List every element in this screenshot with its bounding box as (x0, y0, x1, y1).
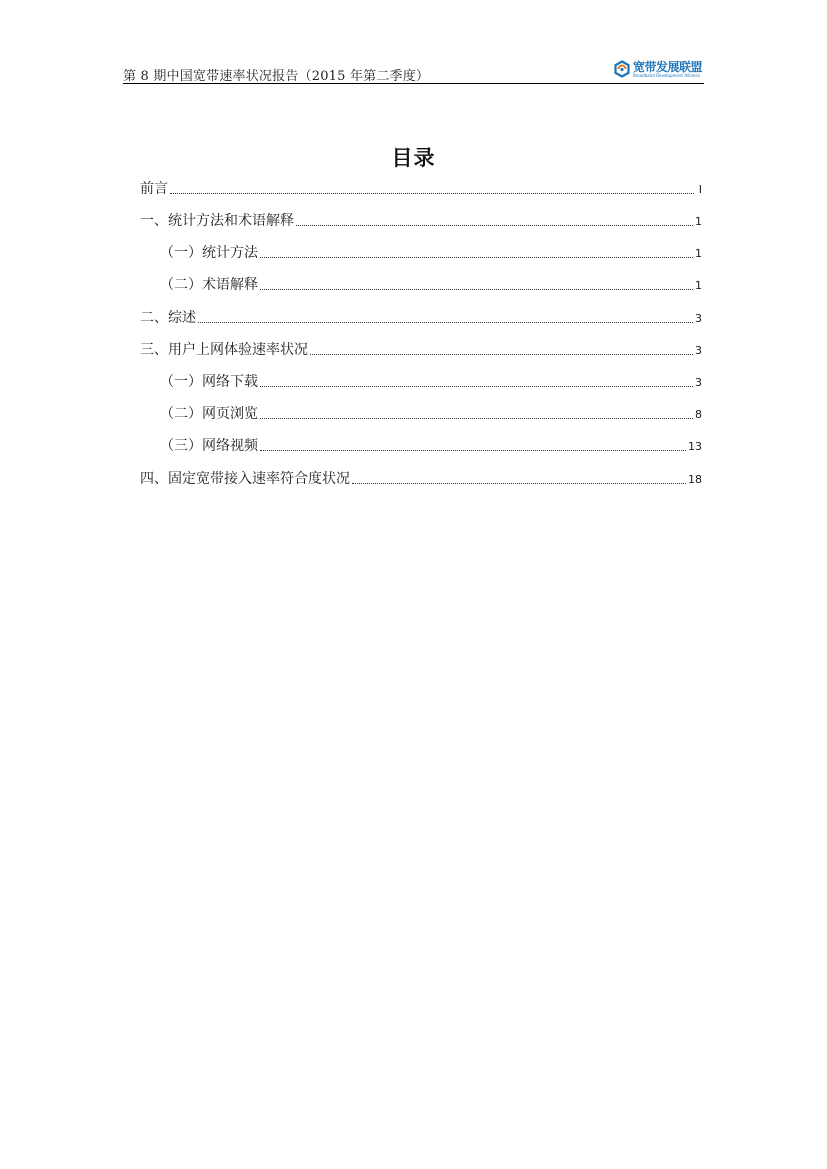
toc-entry-preface[interactable] (140, 176, 702, 198)
toc-entry-section-3-3[interactable] (160, 433, 702, 455)
page-header (123, 56, 704, 84)
toc-entry-label: （二）术语解释 (160, 277, 258, 293)
broadband-alliance-logo-icon (613, 60, 631, 78)
toc-page-number: 13 (688, 440, 702, 453)
alliance-logo (613, 59, 702, 79)
toc-page-number: 1 (695, 215, 702, 228)
toc-entry-section-2[interactable] (140, 305, 702, 327)
toc-leader-dots (260, 418, 693, 419)
toc-entry-section-3[interactable] (140, 337, 702, 359)
toc-entry-section-1-1[interactable] (160, 240, 702, 262)
toc-entry-section-4[interactable] (140, 466, 702, 488)
toc-entry-label: 一、统计方法和术语解释 (140, 213, 294, 229)
logo-name-cn: 宽带发展联盟 (632, 59, 702, 74)
toc-page-number: 8 (695, 408, 702, 421)
toc-entry-label: 四、固定宽带接入速率符合度状况 (140, 471, 350, 487)
toc-entry-label: 三、用户上网体验速率状况 (140, 342, 308, 358)
toc-entry-section-3-2[interactable] (160, 401, 702, 423)
logo-name-en: Broadband Development Alliance (632, 72, 700, 78)
toc-page-number: 1 (695, 247, 702, 260)
toc-leader-dots (198, 322, 693, 323)
toc-entry-section-1[interactable] (140, 208, 702, 230)
toc-leader-dots (352, 483, 686, 484)
toc-entry-section-3-1[interactable] (160, 369, 702, 391)
toc-leader-dots (260, 257, 693, 258)
toc-entry-label: （一）统计方法 (160, 245, 258, 261)
toc-page-number: 3 (695, 344, 702, 357)
toc-entry-label: （一）网络下载 (160, 374, 258, 390)
toc-entry-label: （三）网络视频 (160, 438, 258, 454)
toc-leader-dots (260, 386, 693, 387)
toc-leader-dots (170, 193, 694, 194)
toc-page-number: 1 (695, 279, 702, 292)
toc-entry-section-1-2[interactable] (160, 272, 702, 294)
toc-entry-label: 二、综述 (140, 310, 196, 326)
toc-leader-dots (260, 450, 686, 451)
toc-entry-label: 前言 (140, 181, 168, 197)
toc-leader-dots (260, 289, 693, 290)
header-title: 第 8 期中国宽带速率状况报告（2015 年第二季度） (123, 69, 430, 84)
toc-page-number: 18 (688, 473, 702, 486)
toc-leader-dots (296, 225, 693, 226)
toc-page-number: 3 (695, 312, 702, 325)
toc-page-number: I (698, 183, 702, 196)
toc-entry-label: （二）网页浏览 (160, 406, 258, 422)
toc-title: 目录 (391, 145, 436, 170)
toc-page-number: 3 (695, 376, 702, 389)
toc-leader-dots (310, 354, 693, 355)
